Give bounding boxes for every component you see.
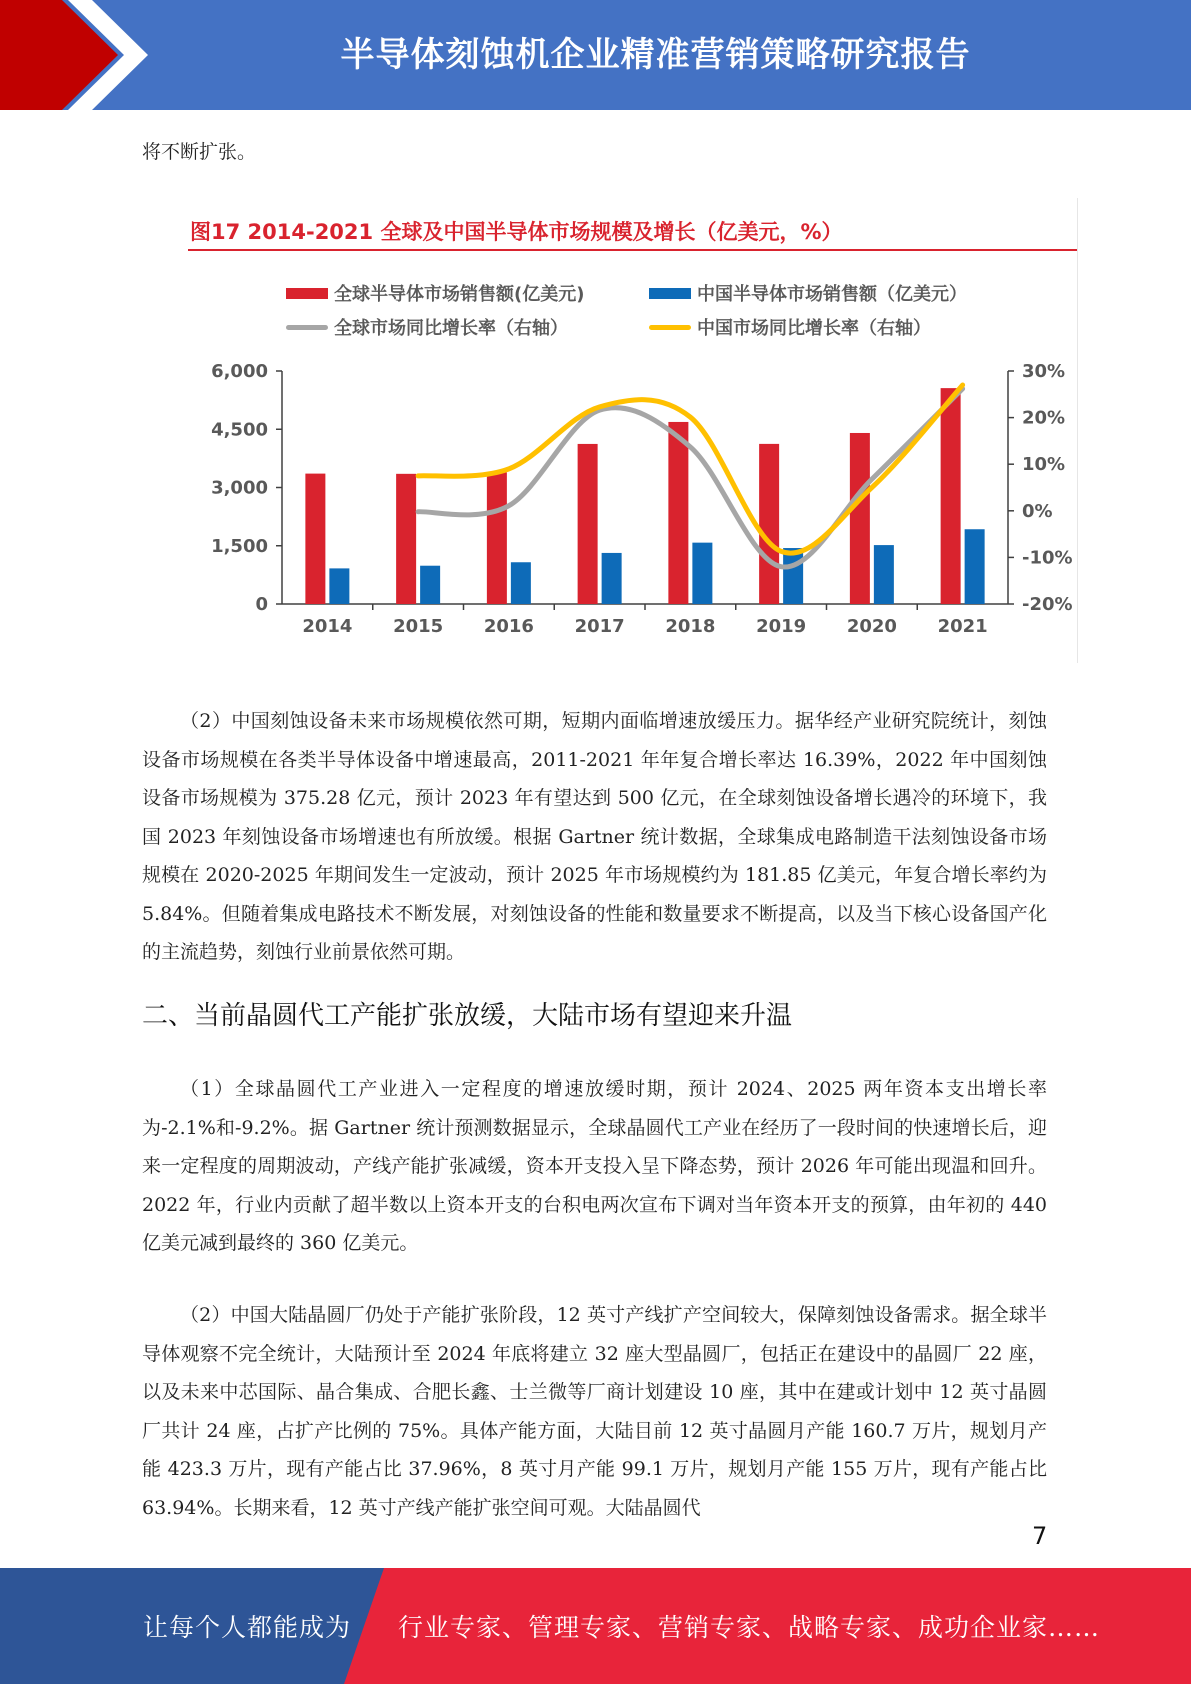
bar-global-sales [668,422,688,604]
paragraph-etch-market: （2）中国刻蚀设备未来市场规模依然可期，短期内面临增速放缓压力。据华经产业研究院统计，刻蚀设备市场规模在各类半导体设备中增速最高，2011-2021 年年复合增长率达 16.39%，2022 年中国刻蚀设备市场规模为 375.28 亿元，预计 2023 年有望达到 500 亿元，在全球刻蚀设备增长遇冷的环境下，我国 2023 年刻蚀设备市场增速也有所放缓。根据 Gartner 统计数据，全球集成电路制造干法刻蚀设备市场规模在 2020-2025 年期间发生一定波动，预计 2025 年市场规模约为 181.85 亿美元，年复合增长率约为 5.84%。但随着集成电路技术不断发展，对刻蚀设备的性能和数量要求不断提高，以及当下核心设备国产化的主流趋势，刻蚀行业前景依然可期。 [142,710,1047,963]
bar-china-sales [965,529,985,604]
figure-title: 图17 2014-2021 全球及中国半导体市场规模及增长（亿美元，%） [190,220,843,244]
category-label: 2021 [937,616,988,637]
header-arrow-decoration [0,0,160,110]
right-tick-label: 0% [1022,500,1053,522]
figure-17 [178,198,1080,663]
category-label: 2016 [483,616,534,637]
bar-china-sales [602,553,622,604]
bar-global-sales [487,472,507,604]
bar-global-sales [850,433,870,604]
page-footer [0,1568,1191,1684]
left-tick-label: 3,000 [211,477,268,499]
semiconductor-market-chart [178,198,1080,663]
left-tick-label: 4,500 [211,419,268,441]
bar-global-sales [759,444,779,604]
legend-label: 中国市场同比增长率（右轴） [697,318,931,339]
category-label: 2017 [574,616,625,637]
legend-label: 全球市场同比增长率（右轴） [334,318,568,339]
left-tick-label: 1,500 [211,535,268,557]
section-heading: 二、当前晶圆代工产能扩张放缓，大陆市场有望迎来升温 [142,1001,793,1031]
bar-china-sales [692,543,712,604]
bar-global-sales [578,444,598,604]
legend-label: 中国半导体市场销售额（亿美元） [697,284,967,305]
paragraph-mainland-fabs: （2）中国大陆晶圆厂仍处于产能扩张阶段，12 英寸产线扩产空间较大，保障刻蚀设备需求。据全球半导体观察不完全统计，大陆预计至 2024 年底将建立 32 座大型晶圆厂，包括正在建设中的晶圆厂 22 座，以及未来中芯国际、晶合集成、合肥长鑫、士兰微等厂商计划建设 10 座，其中在建或计划中 12 英寸晶圆厂共计 24 座，占扩产比例的 75%。具体产能方面，大陆目前 12 英寸晶圆月产能 160.7 万片，规划月产能 423.3 万片，现有产能占比 37.96%，8 英寸月产能 99.1 万片，规划月产能 155 万片，现有产能占比 63.94%。长期来看，12 英寸产线产能扩张空间可观。大陆晶圆代 [142,1304,1047,1519]
bar-global-sales [305,474,325,604]
left-tick-label: 0 [255,594,268,615]
bar-china-sales [783,548,803,604]
right-tick-label: -20% [1022,594,1073,615]
right-tick-label: -10% [1022,547,1073,569]
bar-china-sales [874,545,894,604]
report-title: 半导体刻蚀机企业精准营销策略研究报告 [340,35,971,75]
footer-slogan-left: 让每个人都能成为 [143,1613,352,1642]
category-label: 2015 [393,616,444,637]
bar-global-sales [396,474,416,604]
page-number: 7 [1032,1522,1048,1550]
category-label: 2014 [302,616,353,637]
bar-china-sales [329,568,349,604]
intro-line: 将不断扩张。 [142,141,257,163]
paragraph-foundry-slowdown: （1）全球晶圆代工产业进入一定程度的增速放缓时期，预计 2024、2025 两年资本支出增长率为-2.1%和-9.2%。据 Gartner 统计预测数据显示，全球晶圆代工产业在经历了一段时间的快速增长后，迎来一定程度的周期波动，产线产能扩张减缓，资本开支投入呈下降态势，预计 2026 年可能出现温和回升。2022 年，行业内贡献了超半数以上资本开支的台积电两次宣布下调对当年资本开支的预算，由年初的 440 亿美元减到最终的 360 亿美元。 [142,1078,1047,1254]
left-tick-label: 6,000 [211,361,268,382]
right-tick-label: 10% [1022,454,1066,476]
category-label: 2020 [846,616,897,637]
legend-label: 全球半导体市场销售额(亿美元) [334,284,585,305]
bar-china-sales [511,562,531,604]
bar-global-sales [941,388,961,604]
page-header [0,0,1191,110]
right-tick-label: 20% [1022,407,1066,429]
category-label: 2018 [665,616,716,637]
category-label: 2019 [756,616,807,637]
bar-china-sales [420,566,440,604]
footer-slogan-right: 行业专家、管理专家、营销专家、战略专家、成功企业家…… [398,1613,1101,1642]
right-tick-label: 30% [1022,361,1066,382]
